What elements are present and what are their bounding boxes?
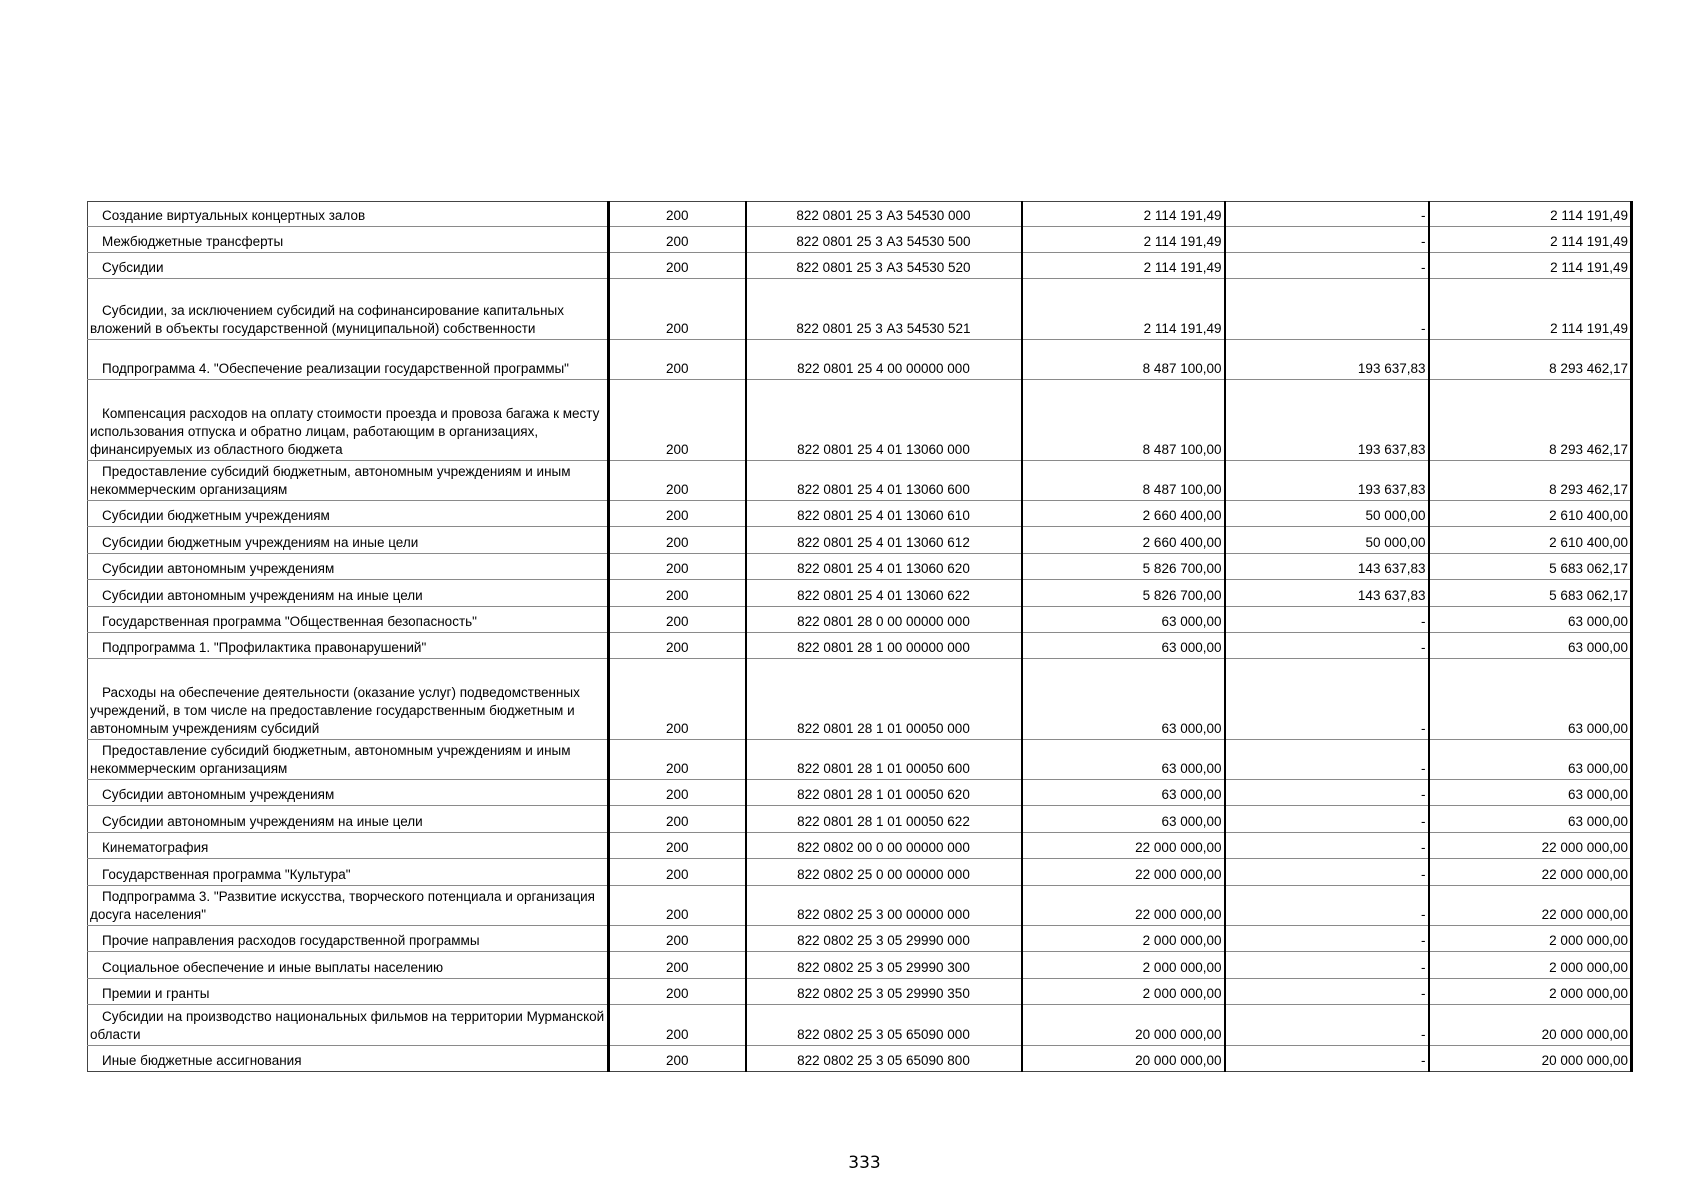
- row-name-cell: [88, 859, 609, 886]
- row-approved-amount: 2 660 400,00: [1022, 501, 1225, 527]
- row-remaining-amount: 2 000 000,00: [1429, 952, 1632, 979]
- row-remaining-amount: 20 000 000,00: [1429, 1046, 1632, 1072]
- row-remaining-amount: 2 610 400,00: [1429, 527, 1632, 554]
- row-executed-amount: 193 637,83: [1225, 340, 1429, 380]
- row-remaining-amount: 8 293 462,17: [1429, 380, 1632, 461]
- table-row: [88, 607, 1632, 633]
- row-code: 200: [609, 279, 746, 340]
- row-approved-amount: 5 826 700,00: [1022, 580, 1225, 607]
- row-name-cell: [88, 253, 609, 279]
- row-remaining-amount: 63 000,00: [1429, 806, 1632, 833]
- table-row: [88, 833, 1632, 859]
- row-name-cell: [88, 926, 609, 952]
- row-name-cell: [88, 659, 609, 740]
- row-name: Кинематография: [102, 840, 209, 855]
- row-name: Подпрограмма 1. "Профилактика правонарушений": [102, 640, 427, 655]
- row-executed-amount: 193 637,83: [1225, 461, 1429, 501]
- row-classification-code: 822 0801 25 4 01 13060 600: [746, 461, 1022, 501]
- row-name: Субсидии автономным учреждениям: [102, 561, 335, 576]
- row-approved-amount: 63 000,00: [1022, 607, 1225, 633]
- row-name-cell: [88, 607, 609, 633]
- row-approved-amount: 63 000,00: [1022, 780, 1225, 806]
- row-code: 200: [609, 253, 746, 279]
- row-name: Создание виртуальных концертных залов: [102, 208, 366, 223]
- row-approved-amount: 2 114 191,49: [1022, 202, 1225, 227]
- row-remaining-amount: 2 000 000,00: [1429, 926, 1632, 952]
- row-name: Предоставление субсидий бюджетным, автономным учреждениям и иным некоммерческим организациям: [90, 743, 571, 776]
- row-name-cell: [88, 279, 609, 340]
- row-name-cell: [88, 461, 609, 501]
- row-code: 200: [609, 527, 746, 554]
- row-remaining-amount: 2 114 191,49: [1429, 253, 1632, 279]
- row-executed-amount: -: [1225, 780, 1429, 806]
- table-row: [88, 279, 1632, 340]
- row-executed-amount: -: [1225, 633, 1429, 659]
- row-approved-amount: 22 000 000,00: [1022, 859, 1225, 886]
- row-classification-code: 822 0801 25 4 01 13060 000: [746, 380, 1022, 461]
- row-approved-amount: 20 000 000,00: [1022, 1005, 1225, 1046]
- row-classification-code: 822 0802 25 3 05 65090 000: [746, 1005, 1022, 1046]
- table-row: [88, 1005, 1632, 1046]
- row-classification-code: 822 0802 25 3 00 00000 000: [746, 886, 1022, 926]
- row-code: 200: [609, 886, 746, 926]
- row-name: Иные бюджетные ассигнования: [102, 1053, 302, 1068]
- row-classification-code: 822 0801 25 3 А3 54530 520: [746, 253, 1022, 279]
- row-classification-code: 822 0801 25 3 А3 54530 500: [746, 227, 1022, 253]
- row-classification-code: 822 0802 25 3 05 65090 800: [746, 1046, 1022, 1072]
- row-name-cell: [88, 527, 609, 554]
- row-name: Подпрограмма 3. "Развитие искусства, творческого потенциала и организация досуга населения": [90, 889, 595, 922]
- row-remaining-amount: 63 000,00: [1429, 633, 1632, 659]
- row-name: Субсидии бюджетным учреждениям на иные цели: [102, 535, 419, 550]
- table-row: [88, 501, 1632, 527]
- row-name-cell: [88, 952, 609, 979]
- table-row: [88, 886, 1632, 926]
- table-row: [88, 527, 1632, 554]
- row-name: Субсидии, за исключением субсидий на софинансирование капитальных вложений в объекты государственной (муниципальной) собственности: [90, 303, 564, 336]
- table-row: [88, 554, 1632, 580]
- row-approved-amount: 20 000 000,00: [1022, 1046, 1225, 1072]
- table-row: [88, 659, 1632, 740]
- row-executed-amount: -: [1225, 859, 1429, 886]
- row-executed-amount: -: [1225, 833, 1429, 859]
- row-name: Субсидии автономным учреждениям на иные цели: [102, 814, 423, 829]
- row-classification-code: 822 0802 00 0 00 00000 000: [746, 833, 1022, 859]
- row-remaining-amount: 8 293 462,17: [1429, 461, 1632, 501]
- row-classification-code: 822 0802 25 3 05 29990 000: [746, 926, 1022, 952]
- row-executed-amount: 50 000,00: [1225, 501, 1429, 527]
- row-name: Прочие направления расходов государственной программы: [102, 933, 480, 948]
- table-row: [88, 740, 1632, 780]
- row-executed-amount: -: [1225, 886, 1429, 926]
- row-executed-amount: -: [1225, 1005, 1429, 1046]
- row-executed-amount: -: [1225, 659, 1429, 740]
- page-number: 333: [848, 1153, 881, 1173]
- budget-table-body: [88, 202, 1632, 1072]
- row-name: Субсидии бюджетным учреждениям: [102, 508, 330, 523]
- row-remaining-amount: 5 683 062,17: [1429, 580, 1632, 607]
- row-name-cell: [88, 227, 609, 253]
- row-classification-code: 822 0802 25 3 05 29990 300: [746, 952, 1022, 979]
- row-code: 200: [609, 926, 746, 952]
- table-row: [88, 253, 1632, 279]
- row-name: Межбюджетные трансферты: [102, 234, 284, 249]
- row-code: 200: [609, 501, 746, 527]
- row-remaining-amount: 20 000 000,00: [1429, 1005, 1632, 1046]
- table-row: [88, 926, 1632, 952]
- row-name-cell: [88, 886, 609, 926]
- row-classification-code: 822 0801 28 1 01 00050 600: [746, 740, 1022, 780]
- row-code: 200: [609, 740, 746, 780]
- row-name-cell: [88, 340, 609, 380]
- row-executed-amount: -: [1225, 926, 1429, 952]
- row-remaining-amount: 2 610 400,00: [1429, 501, 1632, 527]
- row-executed-amount: -: [1225, 952, 1429, 979]
- row-name: Предоставление субсидий бюджетным, автономным учреждениям и иным некоммерческим организациям: [90, 464, 571, 497]
- row-classification-code: 822 0801 25 3 А3 54530 521: [746, 279, 1022, 340]
- row-code: 200: [609, 659, 746, 740]
- row-executed-amount: -: [1225, 279, 1429, 340]
- table-row: [88, 340, 1632, 380]
- row-code: 200: [609, 227, 746, 253]
- row-executed-amount: -: [1225, 806, 1429, 833]
- row-classification-code: 822 0801 25 4 00 00000 000: [746, 340, 1022, 380]
- row-classification-code: 822 0801 25 4 01 13060 610: [746, 501, 1022, 527]
- row-classification-code: 822 0801 28 1 01 00050 000: [746, 659, 1022, 740]
- row-approved-amount: 22 000 000,00: [1022, 886, 1225, 926]
- row-classification-code: 822 0801 28 1 00 00000 000: [746, 633, 1022, 659]
- row-name-cell: [88, 740, 609, 780]
- row-executed-amount: -: [1225, 740, 1429, 780]
- row-remaining-amount: 63 000,00: [1429, 780, 1632, 806]
- row-executed-amount: 50 000,00: [1225, 527, 1429, 554]
- row-code: 200: [609, 380, 746, 461]
- row-name: Премии и гранты: [102, 986, 210, 1001]
- row-code: 200: [609, 780, 746, 806]
- table-row: [88, 780, 1632, 806]
- table-row: [88, 1046, 1632, 1072]
- row-code: 200: [609, 554, 746, 580]
- table-row: [88, 380, 1632, 461]
- row-remaining-amount: 63 000,00: [1429, 607, 1632, 633]
- row-executed-amount: -: [1225, 607, 1429, 633]
- row-remaining-amount: 63 000,00: [1429, 659, 1632, 740]
- row-executed-amount: -: [1225, 979, 1429, 1005]
- row-name-cell: [88, 554, 609, 580]
- row-approved-amount: 2 114 191,49: [1022, 253, 1225, 279]
- row-name-cell: [88, 780, 609, 806]
- row-classification-code: 822 0802 25 3 05 29990 350: [746, 979, 1022, 1005]
- row-approved-amount: 2 000 000,00: [1022, 926, 1225, 952]
- table-row: [88, 806, 1632, 833]
- row-name: Субсидии на производство национальных фильмов на территории Мурманской области: [90, 1009, 605, 1042]
- row-code: 200: [609, 1046, 746, 1072]
- row-approved-amount: 2 114 191,49: [1022, 227, 1225, 253]
- row-executed-amount: -: [1225, 227, 1429, 253]
- row-name: Подпрограмма 4. "Обеспечение реализации государственной программы": [102, 361, 569, 376]
- row-code: 200: [609, 580, 746, 607]
- row-name-cell: [88, 1005, 609, 1046]
- table-row: [88, 979, 1632, 1005]
- row-classification-code: 822 0801 28 0 00 00000 000: [746, 607, 1022, 633]
- row-name-cell: [88, 202, 609, 227]
- budget-table: [87, 201, 1633, 1072]
- row-executed-amount: -: [1225, 253, 1429, 279]
- row-name-cell: [88, 633, 609, 659]
- table-row: [88, 202, 1632, 227]
- row-approved-amount: 63 000,00: [1022, 806, 1225, 833]
- table-row: [88, 580, 1632, 607]
- row-classification-code: 822 0801 28 1 01 00050 622: [746, 806, 1022, 833]
- table-row: [88, 859, 1632, 886]
- row-remaining-amount: 22 000 000,00: [1429, 886, 1632, 926]
- table-row: [88, 461, 1632, 501]
- row-code: 200: [609, 952, 746, 979]
- row-remaining-amount: 2 114 191,49: [1429, 279, 1632, 340]
- row-name: Субсидии: [102, 260, 164, 275]
- row-name-cell: [88, 833, 609, 859]
- row-code: 200: [609, 633, 746, 659]
- row-classification-code: 822 0801 28 1 01 00050 620: [746, 780, 1022, 806]
- row-executed-amount: 143 637,83: [1225, 554, 1429, 580]
- row-name-cell: [88, 806, 609, 833]
- row-approved-amount: 2 660 400,00: [1022, 527, 1225, 554]
- row-name-cell: [88, 380, 609, 461]
- row-classification-code: 822 0801 25 4 01 13060 620: [746, 554, 1022, 580]
- row-name: Компенсация расходов на оплату стоимости проезда и провоза багажа к месту использования отпуска и обратно лицам, работающим в организациях, финансируемых из областного бюджета: [90, 406, 600, 457]
- row-classification-code: 822 0801 25 3 А3 54530 000: [746, 202, 1022, 227]
- row-approved-amount: 63 000,00: [1022, 633, 1225, 659]
- row-remaining-amount: 22 000 000,00: [1429, 859, 1632, 886]
- row-classification-code: 822 0802 25 0 00 00000 000: [746, 859, 1022, 886]
- row-approved-amount: 2 000 000,00: [1022, 952, 1225, 979]
- row-code: 200: [609, 806, 746, 833]
- row-approved-amount: 8 487 100,00: [1022, 340, 1225, 380]
- row-name-cell: [88, 979, 609, 1005]
- row-remaining-amount: 2 000 000,00: [1429, 979, 1632, 1005]
- row-classification-code: 822 0801 25 4 01 13060 622: [746, 580, 1022, 607]
- row-remaining-amount: 5 683 062,17: [1429, 554, 1632, 580]
- row-name-cell: [88, 501, 609, 527]
- row-name-cell: [88, 580, 609, 607]
- row-approved-amount: 8 487 100,00: [1022, 380, 1225, 461]
- row-name: Субсидии автономным учреждениям на иные цели: [102, 588, 423, 603]
- row-code: 200: [609, 461, 746, 501]
- row-executed-amount: -: [1225, 202, 1429, 227]
- row-name-cell: [88, 1046, 609, 1072]
- row-remaining-amount: 2 114 191,49: [1429, 202, 1632, 227]
- row-remaining-amount: 63 000,00: [1429, 740, 1632, 780]
- row-executed-amount: -: [1225, 1046, 1429, 1072]
- row-approved-amount: 8 487 100,00: [1022, 461, 1225, 501]
- row-remaining-amount: 8 293 462,17: [1429, 340, 1632, 380]
- row-code: 200: [609, 202, 746, 227]
- row-code: 200: [609, 340, 746, 380]
- row-approved-amount: 5 826 700,00: [1022, 554, 1225, 580]
- row-name: Расходы на обеспечение деятельности (оказание услуг) подведомственных учреждений, в том числе на предоставление государственным бюджетным и автономным учреждениям субсидий: [90, 685, 580, 736]
- table-row: [88, 633, 1632, 659]
- row-classification-code: 822 0801 25 4 01 13060 612: [746, 527, 1022, 554]
- row-approved-amount: 63 000,00: [1022, 659, 1225, 740]
- row-name: Социальное обеспечение и иные выплаты населению: [102, 960, 444, 975]
- row-approved-amount: 63 000,00: [1022, 740, 1225, 780]
- row-code: 200: [609, 859, 746, 886]
- row-code: 200: [609, 1005, 746, 1046]
- row-name: Субсидии автономным учреждениям: [102, 787, 335, 802]
- row-approved-amount: 2 114 191,49: [1022, 279, 1225, 340]
- row-name: Государственная программа "Культура": [102, 867, 351, 882]
- row-executed-amount: 143 637,83: [1225, 580, 1429, 607]
- row-name: Государственная программа "Общественная безопасность": [102, 614, 477, 629]
- row-code: 200: [609, 979, 746, 1005]
- table-row: [88, 227, 1632, 253]
- table-row: [88, 952, 1632, 979]
- row-remaining-amount: 22 000 000,00: [1429, 833, 1632, 859]
- row-approved-amount: 2 000 000,00: [1022, 979, 1225, 1005]
- row-executed-amount: 193 637,83: [1225, 380, 1429, 461]
- row-remaining-amount: 2 114 191,49: [1429, 227, 1632, 253]
- row-approved-amount: 22 000 000,00: [1022, 833, 1225, 859]
- row-code: 200: [609, 833, 746, 859]
- row-code: 200: [609, 607, 746, 633]
